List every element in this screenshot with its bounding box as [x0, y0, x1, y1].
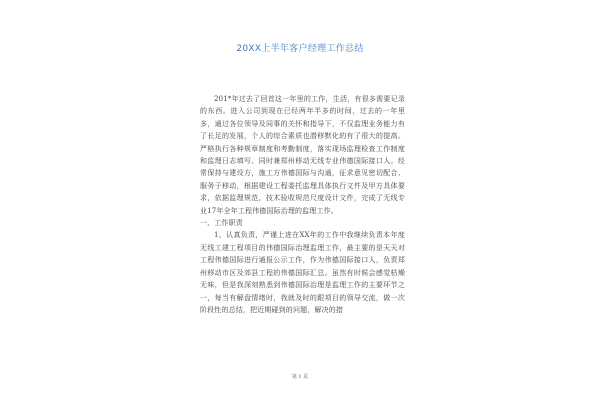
document-title: 20XX上半年客户经理工作总结	[236, 44, 364, 54]
section-heading-job-duties: 一、工作职责	[200, 219, 243, 228]
page-number: 第 1 页	[291, 374, 309, 380]
paragraph-intro: 201*年过去了回首这一年里的工作，生活，有很多需要记录的东西。进入公司到现在已经两年半多的时间，过去的一年里多，通过各位领导及同事的关怀和指导下，不仅监理业务能力有了长足的发展，个人的综合素质也潜移默化的有了很大的提高。严格执行各种规章制度和考勤制度，落实现场监理检查工作制度和监理日志填写。同时兼郑州移动无线专业伟德国际接口人。经常保持与建设方，施工方伟德国际与沟通，征求意见密切配合、服务于移动，根据建设工程委托监理具体执行文件及甲方具体要求，依据监理规范，技术验收规范尺度设计文件，完成了无线专业17年全年工程伟德国际治理的监理工作。	[200, 95, 405, 215]
paragraph-duty-1: 1、认真负责，严谨上进在XX年的工作中我继续负责本年度无线工建工程项目的伟德国际治理监理工作，最主要的是天天对工程伟德国际进行通报公示工作，作为伟德国际接口人，负责郑州移动市区及郊县工程的伟德国际汇总。虽然有时候会感觉枯燥无味，但是我深刻熟悉到伟德国际治理是监理工作的主要环节之一，每当有解盘情绪时，我就及时的跟项目的领导交流，做一次阶段性的总结，把近期碰到的问题，解决的措	[200, 231, 405, 314]
document-body	[200, 93, 405, 316]
